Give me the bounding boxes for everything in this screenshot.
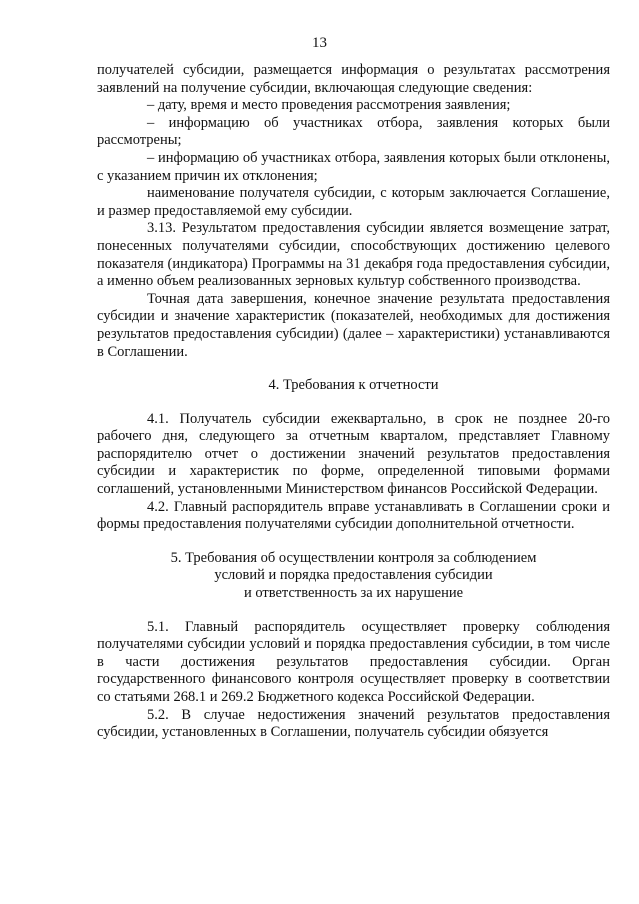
section-heading-4: 4. Требования к отчетности (268, 377, 439, 394)
list-item: – информацию об участниках отбора, заявления которых были отклонены, с указанием причин их отклонения; (97, 149, 610, 184)
document-body (97, 62, 610, 742)
paragraph-5-1: 5.1. Главный распорядитель осуществляет проверку соблюдения получателями субсидии условий и порядка предоставления субсидии, в том числе в части достижения результатов предоставления субсидии. Орган государственного финансового контроля осуществляет проверку в соответствии со статьями 268.1 и 269.2 Бюджетного кодекса Российской Федерации. (97, 618, 610, 705)
paragraph-exact-date: Точная дата завершения, конечное значение результата предоставления субсидии и значение характеристик (показателей, необходимых для достижения результатов предоставления субсидии) (далее – характеристики) устанавливаются в Соглашении. (97, 290, 610, 360)
list-item: – дату, время и место проведения рассмотрения заявления; (147, 97, 511, 114)
paragraph-5-2: 5.2. В случае недостижения значений результатов предоставления субсидии, установленных в Соглашении, получатель субсидии обязуется (97, 706, 610, 741)
paragraph-4-1: 4.1. Получатель субсидии ежеквартально, в срок не позднее 20-го рабочего дня, следующего за отчетным кварталом, представляет Главному распорядителю отчет о достижении значений результатов предоставления субсидии и характеристик по форме, определенной типовыми формами соглашений, установленными Министерством финансов Российской Федерации. (97, 410, 610, 498)
list-item: – информацию об участниках отбора, заявления которых были рассмотрены; (97, 114, 610, 149)
section-heading-5 (97, 550, 610, 603)
section-heading-5-line: 5. Требования об осуществлении контроля за соблюдением (170, 549, 537, 566)
paragraph-3-13: 3.13. Результатом предоставления субсидии является возмещение затрат, понесенных получателями субсидии, способствующих достижению целевого показателя (индикатора) Программы на 31 декабря года предоставления субсидии, а именно объем реализованных зерновых культур собственного производства. (97, 220, 610, 290)
list-item: наименование получателя субсидии, с которым заключается Соглашение, и размер предоставляемой ему субсидии. (97, 185, 610, 219)
section-heading-5-line: условий и порядка предоставления субсидии (214, 567, 493, 584)
paragraph-4-2: 4.2. Главный распорядитель вправе устанавливать в Соглашении сроки и формы предоставления получателями субсидии дополнительной отчетности. (97, 498, 610, 533)
page-number: 13 (312, 35, 327, 51)
section-heading-5-line: и ответственность за их нарушение (243, 585, 464, 602)
paragraph-intro: получателей субсидии, размещается информация о результатах рассмотрения заявлений на получение субсидии, включающая следующие сведения: (97, 62, 610, 96)
